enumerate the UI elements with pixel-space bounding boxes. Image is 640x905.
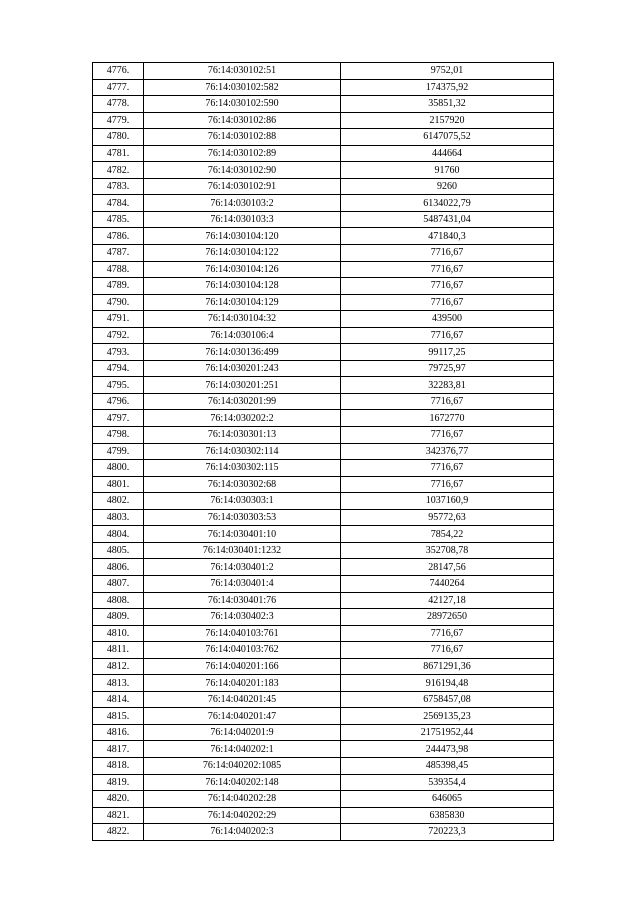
table-row [93, 757, 554, 774]
cadastral-number-cell: 76:14:030106:4 [144, 327, 341, 344]
cadastral-value-cell: 2157920 [341, 112, 554, 129]
cadastral-number-cell: 76:14:040202:3 [144, 824, 341, 841]
cadastral-value-table [92, 62, 554, 841]
row-number-cell: 4820. [93, 791, 144, 808]
row-number-cell: 4802. [93, 493, 144, 510]
cadastral-value-cell: 1037160,9 [341, 493, 554, 510]
table-row [93, 344, 554, 361]
row-number-cell: 4794. [93, 360, 144, 377]
row-number-cell: 4816. [93, 724, 144, 741]
cadastral-number-cell: 76:14:030202:2 [144, 410, 341, 427]
row-number-cell: 4791. [93, 311, 144, 328]
cadastral-value-cell: 6385830 [341, 807, 554, 824]
cadastral-number-cell: 76:14:030102:51 [144, 63, 341, 80]
cadastral-value-cell: 720223,3 [341, 824, 554, 841]
row-number-cell: 4804. [93, 526, 144, 543]
row-number-cell: 4784. [93, 195, 144, 212]
cadastral-value-cell: 7716,67 [341, 393, 554, 410]
cadastral-value-cell: 7716,67 [341, 625, 554, 642]
table-row [93, 526, 554, 543]
row-number-cell: 4806. [93, 559, 144, 576]
row-number-cell: 4814. [93, 691, 144, 708]
table-body [93, 63, 554, 841]
cadastral-value-cell: 9260 [341, 178, 554, 195]
cadastral-number-cell: 76:14:030104:128 [144, 278, 341, 295]
cadastral-value-cell: 8671291,36 [341, 658, 554, 675]
row-number-cell: 4780. [93, 129, 144, 146]
cadastral-number-cell: 76:14:030103:2 [144, 195, 341, 212]
cadastral-value-cell: 2569135,23 [341, 708, 554, 725]
cadastral-number-cell: 76:14:040103:761 [144, 625, 341, 642]
row-number-cell: 4813. [93, 675, 144, 692]
row-number-cell: 4815. [93, 708, 144, 725]
cadastral-number-cell: 76:14:040202:148 [144, 774, 341, 791]
table-row [93, 542, 554, 559]
table-row [93, 708, 554, 725]
row-number-cell: 4818. [93, 757, 144, 774]
cadastral-number-cell: 76:14:030104:126 [144, 261, 341, 278]
cadastral-value-cell: 7716,67 [341, 261, 554, 278]
row-number-cell: 4808. [93, 592, 144, 609]
cadastral-number-cell: 76:14:030102:590 [144, 96, 341, 113]
cadastral-number-cell: 76:14:030402:3 [144, 609, 341, 626]
cadastral-number-cell: 76:14:030201:243 [144, 360, 341, 377]
table-row [93, 509, 554, 526]
table-row [93, 443, 554, 460]
table-row [93, 261, 554, 278]
cadastral-value-cell: 6758457,08 [341, 691, 554, 708]
row-number-cell: 4792. [93, 327, 144, 344]
cadastral-value-cell: 6147075,52 [341, 129, 554, 146]
row-number-cell: 4805. [93, 542, 144, 559]
cadastral-value-cell: 7854,22 [341, 526, 554, 543]
cadastral-number-cell: 76:14:040202:1 [144, 741, 341, 758]
row-number-cell: 4799. [93, 443, 144, 460]
row-number-cell: 4783. [93, 178, 144, 195]
table-row [93, 145, 554, 162]
table-row [93, 724, 554, 741]
cadastral-number-cell: 76:14:030401:10 [144, 526, 341, 543]
table-row [93, 195, 554, 212]
cadastral-number-cell: 76:14:040201:45 [144, 691, 341, 708]
table-row [93, 228, 554, 245]
cadastral-number-cell: 76:14:030136:499 [144, 344, 341, 361]
table-row [93, 807, 554, 824]
table-row [93, 675, 554, 692]
cadastral-number-cell: 76:14:030104:32 [144, 311, 341, 328]
row-number-cell: 4785. [93, 211, 144, 228]
cadastral-number-cell: 76:14:040202:1085 [144, 757, 341, 774]
cadastral-number-cell: 76:14:030401:1232 [144, 542, 341, 559]
table-row [93, 427, 554, 444]
row-number-cell: 4787. [93, 245, 144, 262]
table-row [93, 559, 554, 576]
cadastral-number-cell: 76:14:030102:582 [144, 79, 341, 96]
cadastral-value-cell: 7716,67 [341, 245, 554, 262]
cadastral-value-cell: 7716,67 [341, 427, 554, 444]
cadastral-number-cell: 76:14:030303:1 [144, 493, 341, 510]
cadastral-value-cell: 916194,48 [341, 675, 554, 692]
cadastral-number-cell: 76:14:040201:183 [144, 675, 341, 692]
table-row [93, 162, 554, 179]
table-row [93, 476, 554, 493]
cadastral-value-cell: 444664 [341, 145, 554, 162]
table-row [93, 393, 554, 410]
table-row [93, 824, 554, 841]
cadastral-value-cell: 6134022,79 [341, 195, 554, 212]
cadastral-value-cell: 32283,81 [341, 377, 554, 394]
row-number-cell: 4782. [93, 162, 144, 179]
table-row [93, 96, 554, 113]
cadastral-value-cell: 439500 [341, 311, 554, 328]
table-row [93, 592, 554, 609]
row-number-cell: 4789. [93, 278, 144, 295]
table-row [93, 211, 554, 228]
cadastral-value-cell: 7440264 [341, 575, 554, 592]
table-row [93, 327, 554, 344]
cadastral-value-cell: 79725,97 [341, 360, 554, 377]
cadastral-number-cell: 76:14:040201:47 [144, 708, 341, 725]
table-row [93, 410, 554, 427]
cadastral-number-cell: 76:14:040202:28 [144, 791, 341, 808]
table-row [93, 658, 554, 675]
cadastral-value-cell: 539354,4 [341, 774, 554, 791]
cadastral-number-cell: 76:14:030103:3 [144, 211, 341, 228]
table-row [93, 294, 554, 311]
row-number-cell: 4776. [93, 63, 144, 80]
table-row [93, 774, 554, 791]
cadastral-value-cell: 485398,45 [341, 757, 554, 774]
table-row [93, 129, 554, 146]
cadastral-number-cell: 76:14:030102:89 [144, 145, 341, 162]
row-number-cell: 4788. [93, 261, 144, 278]
table-row [93, 63, 554, 80]
row-number-cell: 4811. [93, 642, 144, 659]
cadastral-value-cell: 28972650 [341, 609, 554, 626]
row-number-cell: 4819. [93, 774, 144, 791]
cadastral-value-cell: 91760 [341, 162, 554, 179]
table-row [93, 278, 554, 295]
row-number-cell: 4822. [93, 824, 144, 841]
cadastral-number-cell: 76:14:030104:129 [144, 294, 341, 311]
table-row [93, 493, 554, 510]
cadastral-value-cell: 21751952,44 [341, 724, 554, 741]
row-number-cell: 4807. [93, 575, 144, 592]
cadastral-value-cell: 1672770 [341, 410, 554, 427]
row-number-cell: 4781. [93, 145, 144, 162]
table-row [93, 642, 554, 659]
cadastral-number-cell: 76:14:030102:91 [144, 178, 341, 195]
cadastral-value-cell: 35851,32 [341, 96, 554, 113]
table-row [93, 791, 554, 808]
row-number-cell: 4790. [93, 294, 144, 311]
cadastral-value-cell: 28147,56 [341, 559, 554, 576]
cadastral-number-cell: 76:14:040202:29 [144, 807, 341, 824]
cadastral-number-cell: 76:14:030104:120 [144, 228, 341, 245]
row-number-cell: 4821. [93, 807, 144, 824]
cadastral-number-cell: 76:14:030302:68 [144, 476, 341, 493]
row-number-cell: 4801. [93, 476, 144, 493]
cadastral-number-cell: 76:14:030102:88 [144, 129, 341, 146]
cadastral-value-cell: 7716,67 [341, 460, 554, 477]
table-row [93, 79, 554, 96]
table-row [93, 609, 554, 626]
cadastral-value-cell: 7716,67 [341, 278, 554, 295]
table-row [93, 691, 554, 708]
cadastral-value-cell: 174375,92 [341, 79, 554, 96]
row-number-cell: 4796. [93, 393, 144, 410]
table-row [93, 245, 554, 262]
cadastral-number-cell: 76:14:030102:90 [144, 162, 341, 179]
table-row [93, 377, 554, 394]
table-row [93, 575, 554, 592]
row-number-cell: 4777. [93, 79, 144, 96]
table-row [93, 360, 554, 377]
cadastral-number-cell: 76:14:030401:2 [144, 559, 341, 576]
cadastral-number-cell: 76:14:030102:86 [144, 112, 341, 129]
row-number-cell: 4797. [93, 410, 144, 427]
row-number-cell: 4798. [93, 427, 144, 444]
row-number-cell: 4803. [93, 509, 144, 526]
cadastral-value-cell: 95772,63 [341, 509, 554, 526]
cadastral-number-cell: 76:14:030401:4 [144, 575, 341, 592]
cadastral-value-cell: 5487431,04 [341, 211, 554, 228]
cadastral-number-cell: 76:14:030201:99 [144, 393, 341, 410]
cadastral-number-cell: 76:14:030401:76 [144, 592, 341, 609]
cadastral-number-cell: 76:14:030201:251 [144, 377, 341, 394]
cadastral-number-cell: 76:14:030302:114 [144, 443, 341, 460]
row-number-cell: 4795. [93, 377, 144, 394]
cadastral-number-cell: 76:14:030303:53 [144, 509, 341, 526]
cadastral-value-cell: 9752,01 [341, 63, 554, 80]
row-number-cell: 4779. [93, 112, 144, 129]
cadastral-value-cell: 99117,25 [341, 344, 554, 361]
cadastral-number-cell: 76:14:030302:115 [144, 460, 341, 477]
cadastral-value-cell: 7716,67 [341, 642, 554, 659]
cadastral-number-cell: 76:14:040201:166 [144, 658, 341, 675]
row-number-cell: 4812. [93, 658, 144, 675]
cadastral-value-cell: 7716,67 [341, 327, 554, 344]
cadastral-number-cell: 76:14:030301:13 [144, 427, 341, 444]
table-row [93, 625, 554, 642]
cadastral-value-cell: 646065 [341, 791, 554, 808]
table-row [93, 178, 554, 195]
cadastral-value-cell: 342376,77 [341, 443, 554, 460]
row-number-cell: 4778. [93, 96, 144, 113]
row-number-cell: 4800. [93, 460, 144, 477]
table-row [93, 741, 554, 758]
row-number-cell: 4793. [93, 344, 144, 361]
table-row [93, 112, 554, 129]
cadastral-value-cell: 42127,18 [341, 592, 554, 609]
cadastral-number-cell: 76:14:030104:122 [144, 245, 341, 262]
table-row [93, 311, 554, 328]
cadastral-number-cell: 76:14:040201:9 [144, 724, 341, 741]
table-row [93, 460, 554, 477]
cadastral-value-cell: 7716,67 [341, 294, 554, 311]
cadastral-value-cell: 471840,3 [341, 228, 554, 245]
cadastral-value-cell: 244473,98 [341, 741, 554, 758]
row-number-cell: 4817. [93, 741, 144, 758]
row-number-cell: 4786. [93, 228, 144, 245]
cadastral-number-cell: 76:14:040103:762 [144, 642, 341, 659]
row-number-cell: 4809. [93, 609, 144, 626]
cadastral-value-cell: 7716,67 [341, 476, 554, 493]
row-number-cell: 4810. [93, 625, 144, 642]
cadastral-value-cell: 352708,78 [341, 542, 554, 559]
